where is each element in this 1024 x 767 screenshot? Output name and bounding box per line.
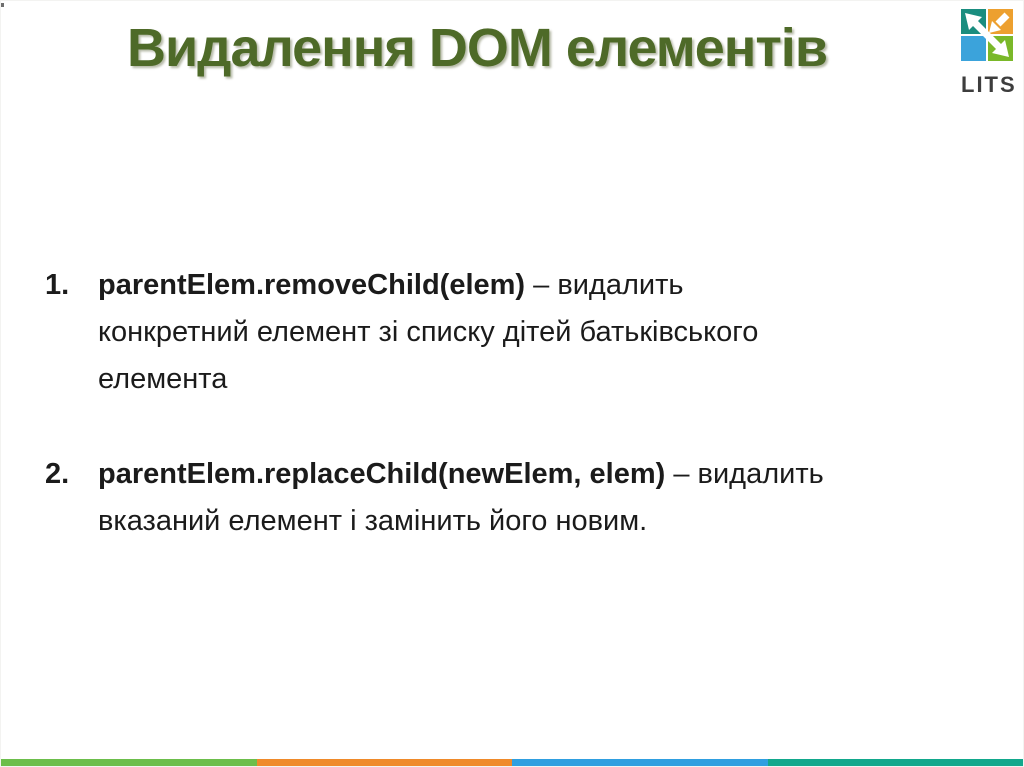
item-description-line: вказаний елемент і замінить його новим. <box>98 505 648 537</box>
item-description: – видалить <box>525 269 684 301</box>
item-description: – видалить <box>665 458 824 490</box>
list-item <box>45 451 993 545</box>
code-method-name: parentElem.replaceChild(newElem, elem) <box>98 458 666 490</box>
list-item-text <box>98 262 993 403</box>
lits-logo <box>961 9 1017 98</box>
footer-color-stripe <box>1 759 1023 766</box>
list-item <box>45 262 993 403</box>
lits-logo-text: LITS <box>961 72 1017 97</box>
list-item-number: 1. <box>45 269 70 301</box>
lits-logo-icon <box>961 9 1013 61</box>
slide-title: Видалення DOM елементів <box>126 18 828 78</box>
stripe-segment-green <box>1 759 257 766</box>
code-method-name: parentElem.removeChild(elem) <box>98 269 526 301</box>
content-list <box>45 262 993 593</box>
item-description-line: елемента <box>98 363 228 395</box>
scan-artifact <box>1 3 4 7</box>
stripe-segment-teal <box>768 759 1024 766</box>
list-item-number: 2. <box>45 458 70 490</box>
stripe-segment-blue <box>512 759 768 766</box>
item-description-line: конкретний елемент зі списку дітей батьківського <box>98 316 759 348</box>
stripe-segment-orange <box>257 759 513 766</box>
list-item-text <box>98 451 993 545</box>
